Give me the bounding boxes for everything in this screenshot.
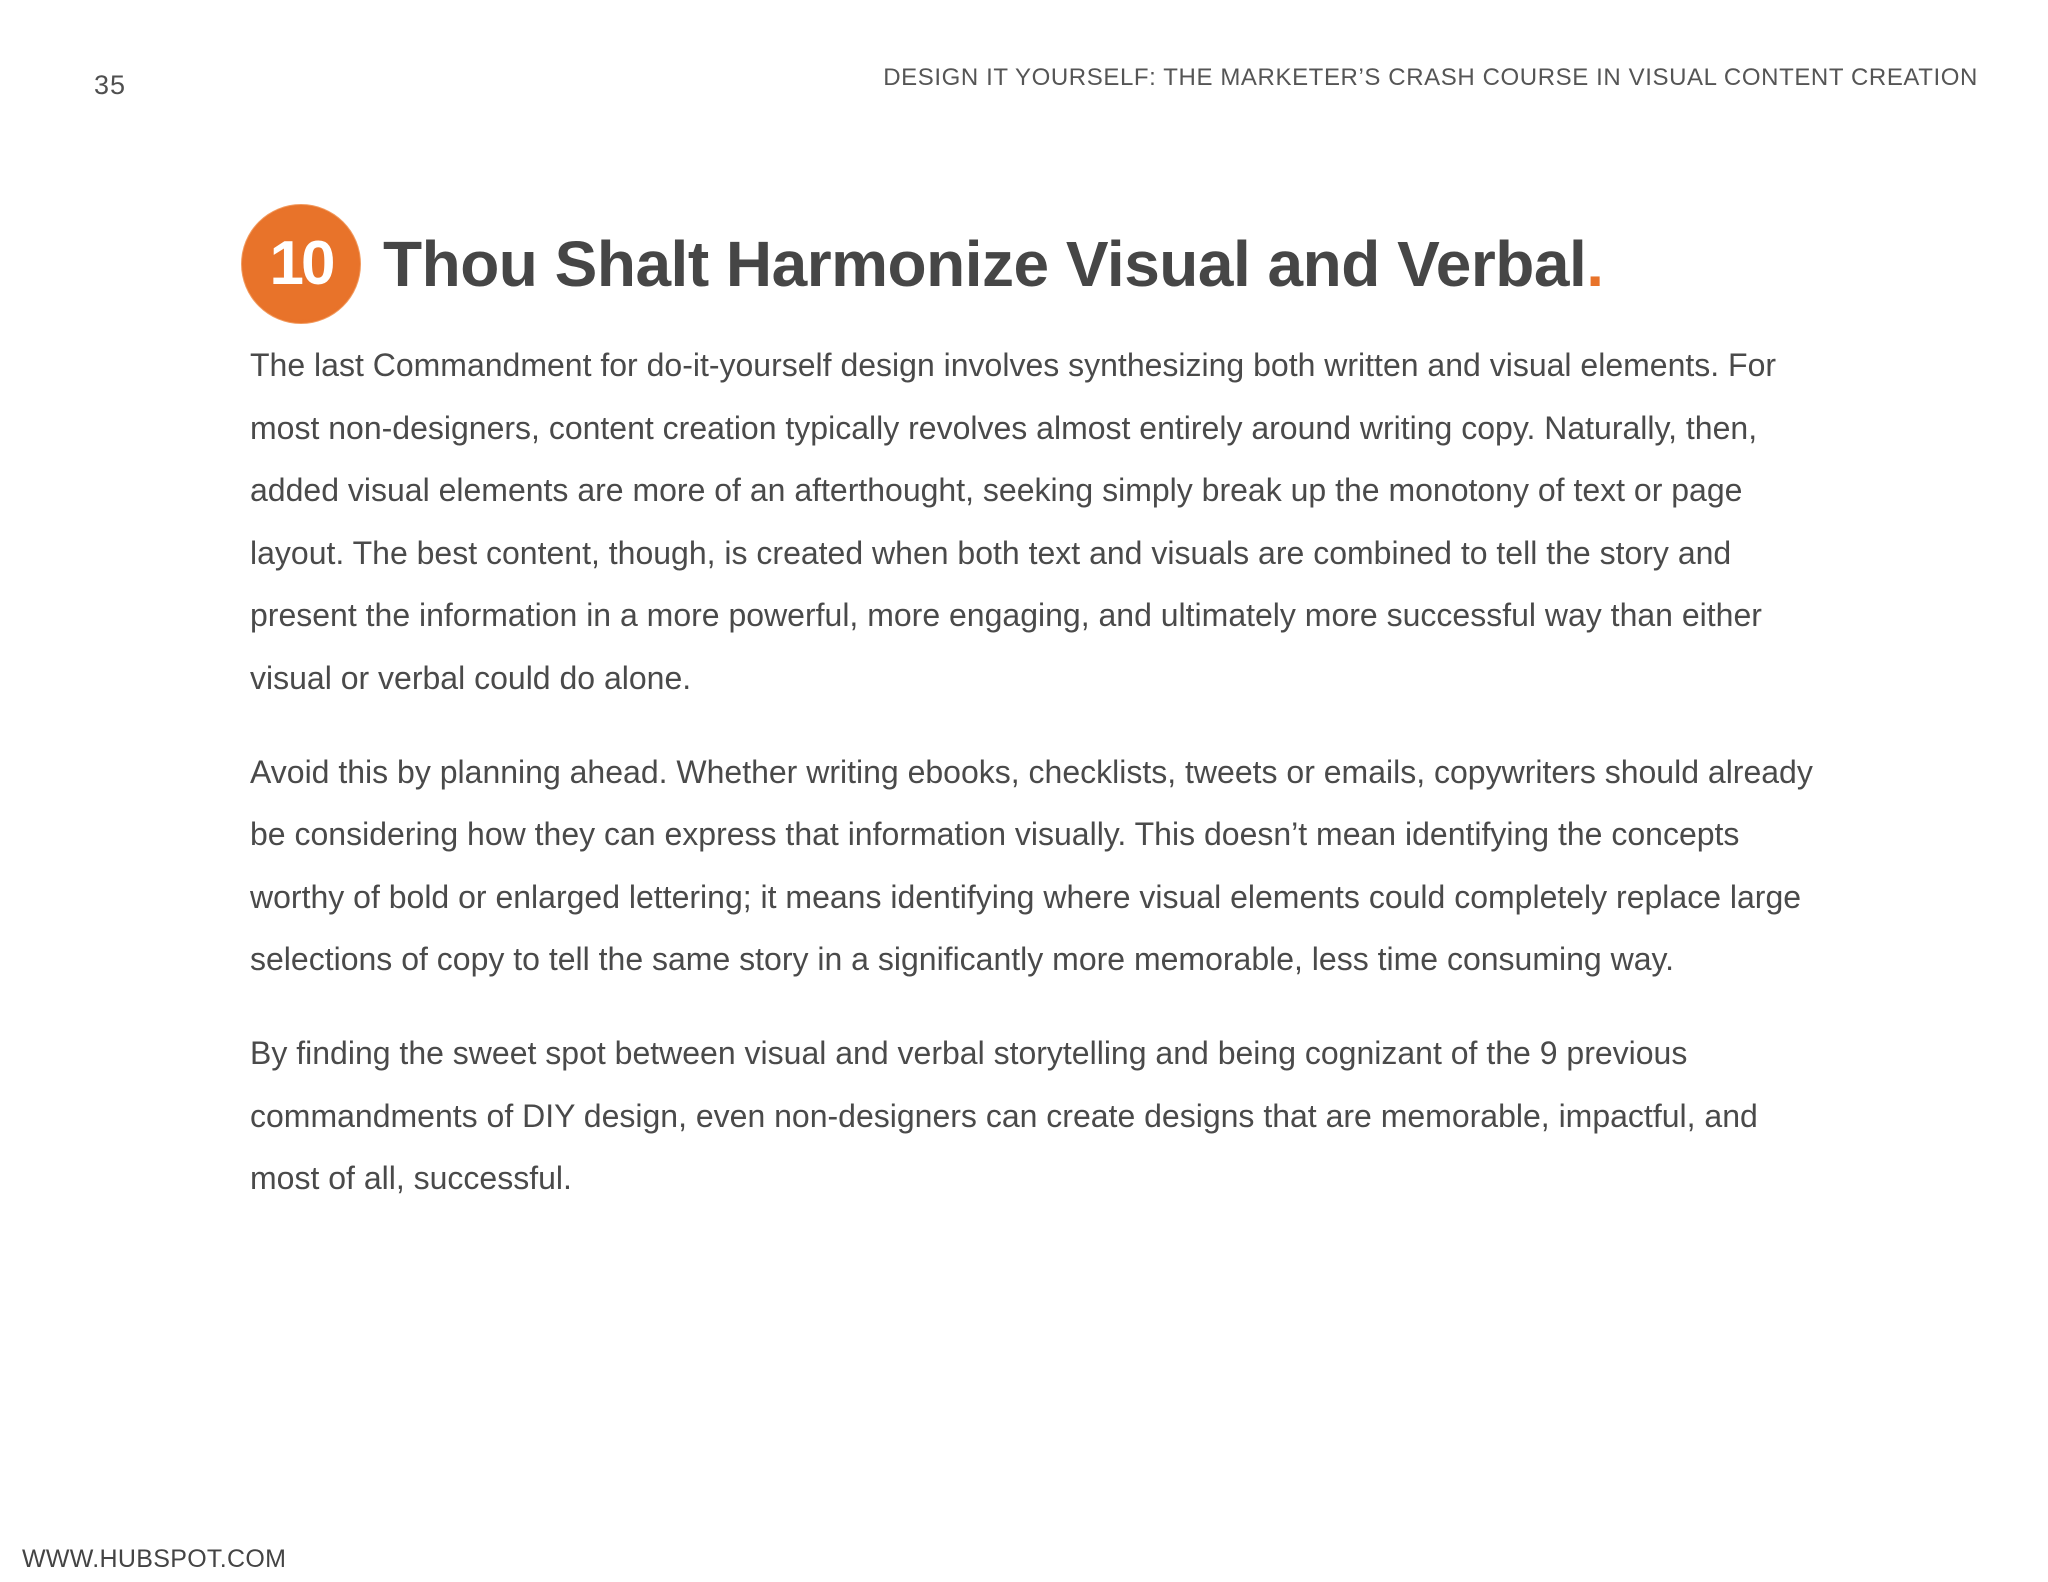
- section-number-badge: 10: [245, 208, 357, 320]
- running-header: DESIGN IT YOURSELF: THE MARKETER’S CRASH COURSE IN VISUAL CONTENT CREATION: [883, 64, 1978, 91]
- section-title: [383, 227, 1604, 301]
- paragraph-1: The last Commandment for do-it-yourself design involves synthesizing both written and visual elements. For most non-designers, content creation typically revolves almost entirely around writing copy. Naturally, then, added visual elements are more of an afterthought, seeking simply break up the monotony of text or page layout. The best content, though, is created when both text and visuals are combined to tell the story and present the information in a more powerful, more engaging, and ultimately more successful way than either visual or verbal could do alone.: [250, 347, 1777, 696]
- page-number: 35: [94, 70, 127, 100]
- section-title-text: Thou Shalt Harmonize Visual and Verbal: [383, 227, 1587, 300]
- body-text: [250, 334, 1830, 1241]
- section-heading: [245, 206, 1604, 321]
- section-title-dot: .: [1586, 227, 1604, 300]
- paragraph-3: By finding the sweet spot between visual and verbal storytelling and being cognizant of the 9 previous commandments of DIY design, even non-designers can create designs that are memorable, impactful, and most of all, successful.: [250, 1034, 1758, 1197]
- paragraph-2: Avoid this by planning ahead. Whether writing ebooks, checklists, tweets or emails, copywriters should already be considering how they can express that information visually. This doesn’t mean identifying the concepts worthy of bold or enlarged lettering; it means identifying where visual elements could completely replace large selections of copy to tell the same story in a significantly more memorable, less time consuming way.: [250, 753, 1813, 978]
- footer-url: WWW.HUBSPOT.COM: [22, 1545, 287, 1573]
